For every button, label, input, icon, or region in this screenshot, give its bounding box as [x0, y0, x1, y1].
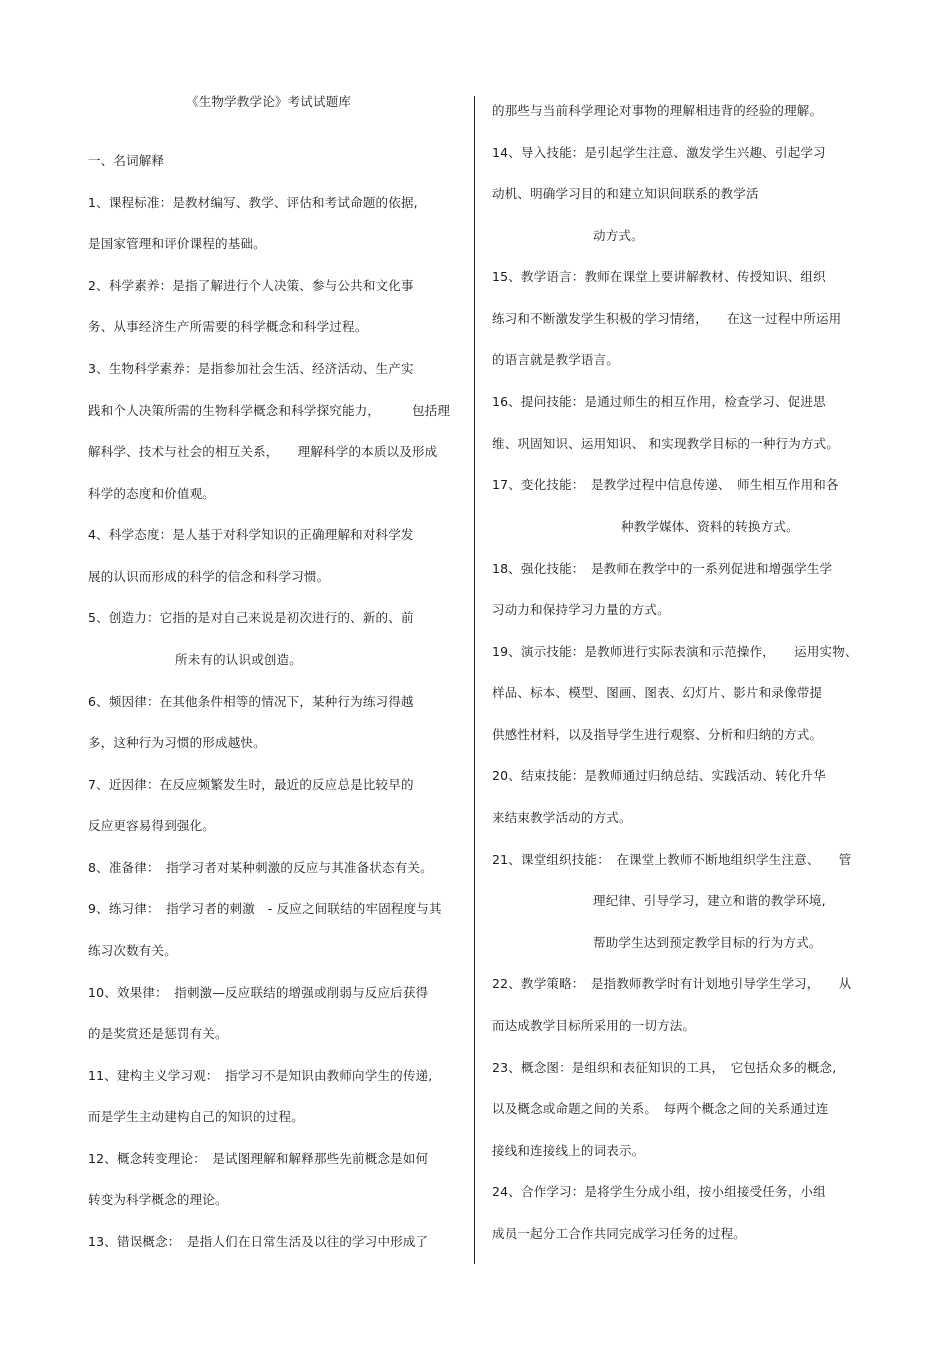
text-line: 5、创造力：它指的是对自己来说是初次进行的、新的、前	[88, 610, 414, 625]
text-line: 转变为科学概念的理论。	[88, 1192, 228, 1207]
text-line: 18、强化技能： 是教师在教学中的一系列促进和增强学生学	[492, 561, 833, 576]
text-line: 2、科学素养：是指了解进行个人决策、参与公共和文化事	[88, 278, 414, 293]
text-line: 以及概念或命题之间的关系。 每两个概念之间的关系通过连	[492, 1101, 829, 1116]
text-line: 14、导入技能：是引起学生注意、激发学生兴趣、引起学习	[492, 145, 826, 160]
text-line: 22、教学策略： 是指教师教学时有计划地引导学生学习， 从	[492, 976, 852, 991]
text-line: 13、错误概念： 是指人们在日常生活及以往的学习中形成了	[88, 1234, 429, 1249]
text-line: 反应更容易得到强化。	[88, 818, 216, 833]
text-line: 24、合作学习：是将学生分成小组，按小组接受任务，小组	[492, 1184, 826, 1199]
text-line: 多，这种行为习惯的形成越快。	[88, 735, 266, 750]
text-line: 20、结束技能：是教师通过归纳总结、实践活动、转化升华	[492, 768, 826, 783]
text-line: 3、生物科学素养：是指参加社会生活、经济活动、生产实	[88, 361, 414, 376]
text-line: 16、提问技能：是通过师生的相互作用，检查学习、促进思	[492, 394, 826, 409]
text-line: 理纪律、引导学习，建立和谐的教学环境,	[593, 893, 826, 908]
text-line: 践和个人决策所需的生物科学概念和科学探究能力， 包括理	[88, 403, 451, 418]
text-line: 6、频因律：在其他条件相等的情况下，某种行为练习得越	[88, 694, 414, 709]
text-line: 是国家管理和评价课程的基础。	[88, 236, 266, 251]
text-line: 所未有的认识或创造。	[175, 652, 303, 667]
text-line: 的那些与当前科学理论对事物的理解相违背的经验的理解。	[492, 103, 823, 118]
text-line: 17、变化技能： 是教学过程中信息传递、 师生相互作用和各	[492, 477, 839, 492]
section-heading: 一、名词解释	[88, 153, 165, 168]
text-line: 科学的态度和价值观。	[88, 486, 216, 501]
text-line: 19、演示技能：是教师进行实际表演和示范操作， 运用实物、	[492, 644, 858, 659]
text-line: 9、练习律： 指学习者的刺激 - 反应之间联结的牢固程度与其	[88, 901, 442, 916]
text-line: 接线和连接线上的词表示。	[492, 1143, 645, 1158]
text-line: 展的认识而形成的科学的信念和科学习惯。	[88, 569, 330, 584]
text-line: 种教学媒体、资料的转换方式。	[621, 519, 799, 534]
column-divider	[474, 96, 475, 1264]
text-line: 23、概念图：是组织和表征知识的工具， 它包括众多的概念,	[492, 1060, 837, 1075]
text-line: 习动力和保持学习力量的方式。	[492, 602, 670, 617]
text-line: 1、课程标准：是教材编写、教学、评估和考试命题的依据,	[88, 195, 418, 210]
text-line: 21、课堂组织技能： 在课堂上教师不断地组织学生注意、 管	[492, 852, 852, 867]
text-line: 15、教学语言：教师在课堂上要讲解教材、传授知识、组织	[492, 269, 826, 284]
text-line: 11、建构主义学习观： 指学习不是知识由教师向学生的传递,	[88, 1068, 433, 1083]
text-line: 7、近因律：在反应频繁发生时，最近的反应总是比较早的	[88, 777, 414, 792]
text-line: 12、概念转变理论： 是试图理解和解释那些先前概念是如何	[88, 1151, 429, 1166]
text-line: 动方式。	[593, 228, 644, 243]
text-line: 练习次数有关。	[88, 943, 177, 958]
text-line: 而是学生主动建构自己的知识的过程。	[88, 1109, 304, 1124]
text-line: 4、科学态度：是人基于对科学知识的正确理解和对科学发	[88, 527, 414, 542]
text-line: 帮助学生达到预定教学目标的行为方式。	[593, 935, 822, 950]
text-line: 练习和不断激发学生积极的学习情绪， 在这一过程中所运用	[492, 311, 842, 326]
text-line: 来结束教学活动的方式。	[492, 810, 632, 825]
text-line: 而达成教学目标所采用的一切方法。	[492, 1018, 696, 1033]
text-line: 8、准备律： 指学习者对某种刺激的反应与其准备状态有关。	[88, 860, 433, 875]
text-line: 的语言就是教学语言。	[492, 352, 620, 367]
text-line: 解科学、技术与社会的相互关系， 理解科学的本质以及形成	[88, 444, 438, 459]
text-line: 成员一起分工合作共同完成学习任务的过程。	[492, 1226, 747, 1241]
text-line: 务、从事经济生产所需要的科学概念和科学过程。	[88, 319, 368, 334]
text-line: 的是奖赏还是惩罚有关。	[88, 1026, 228, 1041]
text-line: 供感性材料，以及指导学生进行观察、分析和归纳的方式。	[492, 727, 823, 742]
text-line: 样品、标本、模型、图画、图表、幻灯片、影片和录像带提	[492, 685, 823, 700]
text-line: 维、巩固知识、运用知识、 和实现教学目标的一种行为方式。	[492, 436, 840, 451]
text-line: 10、效果律： 指刺激—反应联结的增强或削弱与反应后获得	[88, 985, 429, 1000]
document-title: 《生物学教学论》考试试题库	[186, 94, 352, 109]
text-line: 动机、明确学习目的和建立知识间联系的教学活	[492, 186, 759, 201]
